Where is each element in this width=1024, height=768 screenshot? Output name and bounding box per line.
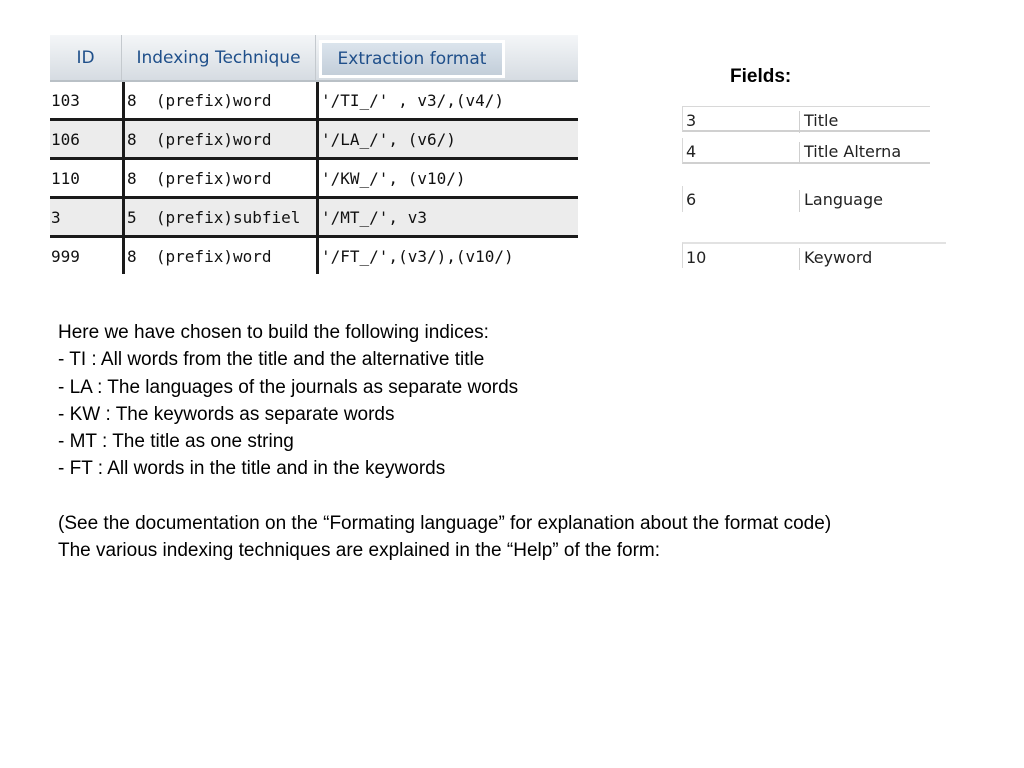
table-row[interactable]	[50, 160, 578, 199]
format-doc-note: (See the documentation on the “Formating language” for explanation about the format code)	[58, 513, 832, 535]
extraction-format-tab[interactable]: Extraction format	[319, 40, 505, 78]
cell-id[interactable]: 103	[51, 90, 80, 110]
fields-title: Fields:	[730, 66, 792, 87]
field-number: 3	[686, 111, 697, 130]
field-name: Title Alterna	[799, 142, 901, 164]
field-name: Title	[799, 111, 838, 133]
index-description-ti: - TI : All words from the title and the alternative title	[58, 349, 485, 371]
table-row[interactable]	[50, 238, 578, 277]
cell-id[interactable]: 106	[51, 129, 80, 149]
help-note: The various indexing techniques are explained in the “Help” of the form:	[58, 540, 661, 562]
explanation-text	[58, 319, 958, 565]
field-number: 6	[686, 190, 697, 209]
field-number: 4	[686, 142, 697, 161]
field-row[interactable]	[682, 242, 946, 268]
column-header-indexing-technique[interactable]: Indexing Technique	[122, 35, 316, 80]
cell-technique[interactable]: 8 (prefix)word	[122, 238, 316, 274]
cell-id[interactable]: 110	[51, 168, 80, 188]
cell-format[interactable]: '/FT_/',(v3/),(v10/)	[316, 238, 578, 274]
cell-format[interactable]: '/KW_/', (v10/)	[316, 160, 578, 196]
field-row[interactable]	[682, 106, 930, 132]
index-description-ft: - FT : All words in the title and in the keywords	[58, 458, 446, 480]
cell-format[interactable]: '/TI_/' , v3/,(v4/)	[316, 82, 578, 118]
fst-table	[50, 35, 578, 271]
cell-technique[interactable]: 8 (prefix)word	[122, 121, 316, 157]
paragraph-gap	[58, 483, 958, 510]
table-row[interactable]	[50, 199, 578, 238]
cell-technique[interactable]: 8 (prefix)word	[122, 82, 316, 118]
table-header	[50, 35, 578, 82]
index-description-la: - LA : The languages of the journals as separate words	[58, 376, 519, 398]
field-number: 10	[686, 248, 707, 267]
cell-id[interactable]: 3	[51, 207, 61, 227]
cell-format[interactable]: '/LA_/', (v6/)	[316, 121, 578, 157]
table-row[interactable]	[50, 121, 578, 160]
column-header-id[interactable]: ID	[50, 35, 122, 80]
field-name: Language	[799, 190, 883, 212]
field-row[interactable]	[682, 186, 930, 212]
cell-technique[interactable]: 5 (prefix)subfiel	[122, 199, 316, 235]
explanation-intro: Here we have chosen to build the following indices:	[58, 322, 489, 343]
cell-format[interactable]: '/MT_/', v3	[316, 199, 578, 235]
index-description-mt: - MT : The title as one string	[58, 431, 294, 453]
field-row[interactable]	[682, 138, 930, 164]
cell-id[interactable]: 999	[51, 246, 80, 266]
table-row[interactable]	[50, 82, 578, 121]
index-description-kw: - KW : The keywords as separate words	[58, 403, 395, 425]
cell-technique[interactable]: 8 (prefix)word	[122, 160, 316, 196]
field-name: Keyword	[799, 248, 872, 270]
column-header-extraction-format[interactable]	[316, 35, 578, 80]
